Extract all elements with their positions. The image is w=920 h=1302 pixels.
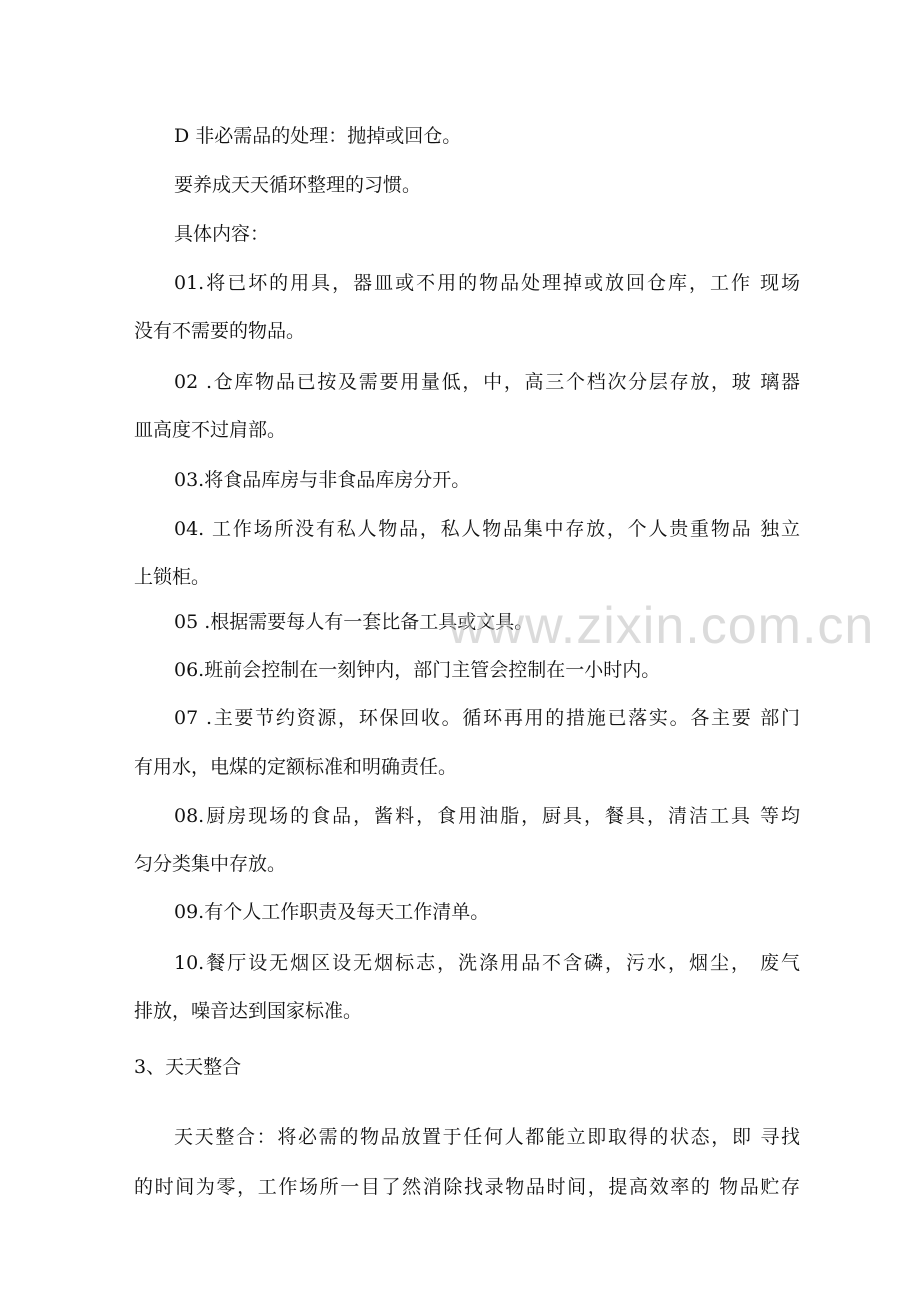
text-line: 02 .仓库物品已按及需要用量低，中，高三个档次分层存放，玻 璃器 — [174, 371, 800, 393]
text-line: 具体内容： — [174, 223, 270, 245]
text-line: 有用水，电煤的定额标准和明确责任。 — [134, 756, 458, 778]
section-heading: 3、天天整合 — [134, 1056, 242, 1078]
text-line: 04. 工作场所没有私人物品，私人物品集中存放，个人贵重物品 独立 — [174, 518, 800, 540]
text-line: 天天整合：将必需的物品放置于任何人都能立即取得的状态，即 寻找 — [174, 1126, 800, 1148]
text-line: 10.餐厅设无烟区设无烟标志，洗涤用品不含磷，污水，烟尘， 废气 — [174, 952, 800, 974]
text-line: 09.有个人工作职责及每天工作清单。 — [174, 901, 490, 923]
text-line: 上锁柜。 — [134, 566, 211, 588]
watermark: www.zixin.com.cn — [448, 597, 875, 655]
text-line: 没有不需要的物品。 — [134, 320, 306, 342]
text-line: 07 .主要节约资源，环保回收。循环再用的措施已落实。各主要 部门 — [174, 707, 800, 729]
text-line: 03.将食品库房与非食品库房分开。 — [174, 469, 471, 491]
text-line: 01.将已坏的用具，器皿或不用的物品处理掉或放回仓库，工作 现场 — [174, 272, 800, 294]
text-line: 08.厨房现场的食品，酱料，食用油脂，厨具，餐具，清洁工具 等均 — [174, 805, 800, 827]
text-line: D 非必需品的处理：抛掉或回仓。 — [174, 125, 462, 147]
text-line: 匀分类集中存放。 — [134, 853, 287, 875]
text-line: 05 .根据需要每人有一套比备工具或文具。 — [174, 611, 534, 633]
text-line: 06.班前会控制在一刻钟内，部门主管会控制在一小时内。 — [174, 659, 661, 681]
text-line: 的时间为零，工作场所一目了然消除找录物品时间，提高效率的 物品贮存 — [134, 1176, 800, 1198]
text-line: 皿高度不过肩部。 — [134, 419, 287, 441]
text-line: 要养成天天循环整理的习惯。 — [174, 174, 422, 196]
text-line: 排放，噪音达到国家标准。 — [134, 1000, 363, 1022]
